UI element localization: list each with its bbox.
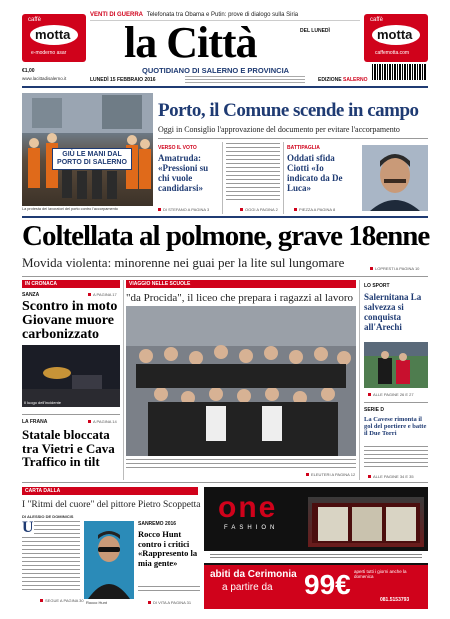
sanremo-ref: DI VITA A PAGINA 31 (148, 600, 191, 605)
culture-ref: SEGUE A PAGINA 30 (40, 598, 84, 603)
night-scene-graphic (22, 345, 120, 407)
school-ref: ELEUTERI A PAGINA 12 (306, 472, 355, 477)
cronaca-label: IN CRONACA (25, 281, 57, 287)
sport-head2[interactable]: La Cavese rimonta il gol del portiere e batte il Due Torri (364, 416, 427, 437)
main-headline[interactable]: Coltellata al polmone, grave 18enne (22, 220, 430, 252)
sport-head1[interactable]: Salernitana La salvezza si conquista all'Arechi (364, 292, 422, 332)
col2-text-block (226, 143, 280, 203)
culture-label: CARTA DALLA (25, 488, 61, 494)
cronaca-section-bar (22, 280, 120, 288)
culture-headline[interactable]: I "Ritmi del cuore" del pittore Pietro Scoppetta (22, 500, 201, 510)
date: LUNEDÌ 15 FEBBRAIO 2016 (90, 77, 156, 83)
sanremo-headline[interactable]: Rocco Hunt contro i critici «Rappresento la mia gente» (138, 529, 198, 568)
top-tag: VENTI DI GUERRA (90, 12, 144, 18)
col-divider (359, 280, 360, 480)
one-fashion-ad[interactable] (204, 487, 428, 609)
col-divider (222, 142, 223, 214)
rocco-photo[interactable] (84, 521, 134, 599)
ad-line: abiti da Cerimonia (210, 569, 297, 580)
ad-brand: one (218, 491, 278, 524)
col-divider (123, 280, 124, 480)
section-divider (22, 216, 428, 218)
masthead-title: la Città (124, 18, 257, 67)
main-deck: Movida violenta: minorenne nei guai per la lite sul lungomare (22, 255, 345, 270)
price: €1,00 (22, 68, 35, 74)
logo-sub: caffemotta.com (375, 50, 410, 56)
section-divider (22, 276, 428, 277)
edition-value: SALERNO (343, 77, 368, 83)
logo-word: motta (377, 27, 413, 42)
cronaca-head1[interactable]: Scontro in moto Giovane muore carbonizzato (22, 299, 118, 342)
portrait-graphic (362, 145, 428, 211)
sport-ref2: ALLE PAGINE 34 E 35 (368, 474, 414, 479)
school-caption-lines (126, 459, 356, 469)
rocco-caption: Rocco Hunt (86, 600, 107, 605)
ad-price-panel (204, 565, 428, 609)
edition (318, 77, 367, 83)
col3-headline[interactable]: Oddati sfida Ciotti «Io indicato da De Luca» (287, 153, 343, 193)
students-group-graphic (126, 306, 356, 456)
football-players-graphic (364, 342, 428, 388)
cronaca-place2: LA FRANA (22, 419, 48, 425)
masthead-subtitle: QUOTIDIANO DI SALERNO E PROVINCIA (142, 66, 290, 75)
sport-label2: SERIE D (364, 407, 385, 413)
school-label: VIAGGIO NELLE SCUOLE (129, 281, 191, 287)
col1-label: VERSO IL VOTO (158, 145, 197, 151)
lead-photo-caption: La protesta dei lavoratori del porto contro l'accorpamento (22, 207, 118, 211)
ad-price: 99€ (304, 569, 351, 600)
accident-caption: Il luogo dell'incidente (24, 400, 62, 405)
protest-banner: GIÙ LE MANI DAL PORTO DI SALERNO (52, 148, 132, 170)
logo-brand: caffè (28, 17, 41, 23)
motta-ad-left[interactable] (22, 14, 86, 62)
motta-ad-right[interactable] (364, 14, 428, 62)
col-divider (283, 142, 284, 214)
cronaca-divider (22, 414, 120, 415)
logo-word: motta (35, 27, 71, 42)
masthead-divider (22, 86, 428, 88)
col3-ref: PIEZZA A PAGINA 8 (294, 207, 335, 212)
col2-ref: OGGI A PAGINA 2 (240, 207, 278, 212)
lead-headline[interactable]: Porto, il Comune scende in campo (158, 100, 419, 121)
cronaca-ref2: A PAGINA 14 (88, 419, 117, 424)
main-ref: LOPRESTI A PAGINA 10 (370, 266, 419, 271)
cronaca-place1: SANZA (22, 292, 40, 298)
culture-dropcap-text: U (22, 521, 80, 591)
col1-headline[interactable]: Amatruda: «Pressioni su chi vuole candidarsi» (158, 153, 209, 193)
ad-phone: 081.5153793 (380, 597, 410, 603)
culture-byline: DI ALESSIO DE DOMINICIS (22, 514, 74, 519)
cronaca-head2[interactable]: Statale bloccata tra Vietri e Cava Traffico in tilt (22, 427, 115, 469)
logo-sub: e-moderno asar (31, 50, 67, 56)
masthead (0, 0, 450, 100)
edition-label: EDIZIONE (318, 77, 342, 83)
logo-brand: caffè (370, 17, 383, 23)
lead-deck: Oggi in Consiglio l'approvazione del documento per evitare l'accorpamento (158, 125, 400, 134)
store-front-graphic (308, 497, 424, 547)
website[interactable]: www.lacittadisalerno.it (22, 76, 67, 81)
sport-ref1: ALLE PAGINE 26 E 27 (368, 392, 414, 397)
sport-text-lines (364, 446, 428, 468)
school-photo[interactable] (126, 306, 356, 456)
lead-divider (158, 138, 428, 139)
culture-section-bar (22, 487, 198, 495)
school-headline[interactable]: "da Procida", il liceo che prepara i ragazzi al lavoro (126, 292, 354, 304)
sport-divider (364, 402, 428, 403)
ad-brand-sub: FASHION (224, 525, 279, 531)
col1-ref: DI STEFANO A PAGINA 3 (158, 207, 209, 212)
barcode (372, 64, 426, 80)
sanremo-text-lines (138, 586, 200, 594)
day-tag: DEL LUNEDÌ (300, 28, 330, 34)
cronaca-ref1: A PAGINA 17 (88, 292, 117, 297)
top-text: Telefonata tra Obama e Putin: prove di dialogo sulla Siria (146, 12, 299, 18)
ad-info-strip (204, 551, 428, 563)
col3-label: BATTIPAGLIA (287, 145, 320, 151)
section-divider (22, 482, 428, 483)
accident-photo[interactable] (22, 345, 120, 407)
school-section-bar (126, 280, 356, 288)
ad-from: a partire da (222, 582, 273, 593)
lead-photo[interactable] (22, 93, 153, 206)
sanremo-label: SANREMO 2016 (138, 521, 177, 527)
imprint-lines (185, 76, 305, 83)
sport-label: LO SPORT (364, 283, 390, 289)
ad-extra: aperti tutti i giorni anche la domenica (354, 569, 407, 579)
deluca-portrait[interactable] (362, 145, 428, 211)
ad-store-graphic (308, 497, 424, 547)
sport-photo[interactable] (364, 342, 428, 388)
singer-portrait-graphic (84, 521, 134, 599)
